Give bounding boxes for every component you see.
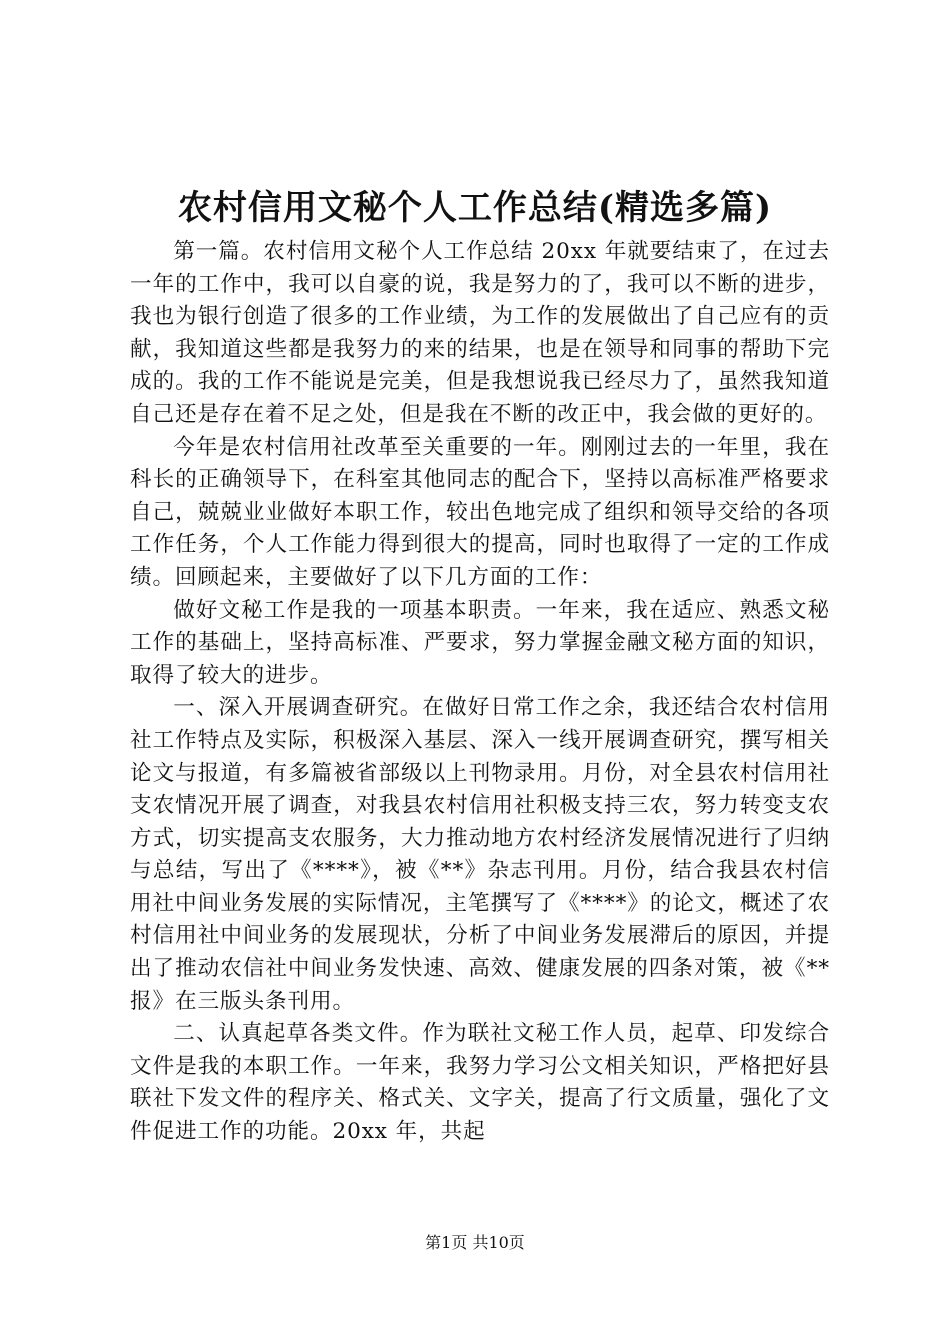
page-footer: 第1页 共10页	[425, 1233, 525, 1252]
paragraph-2: 今年是农村信用社改革至关重要的一年。刚刚过去的一年里，我在科长的正确领导下，在科室其他同志的配合下，坚持以高标准严格要求自己，兢兢业业做好本职工作，较出色地完成了组织和领导交给的各项工作任务，个人工作能力得到很大的提高，同时也取得了一定的工作成绩。回顾起来，主要做好了以下几方面的工作：	[130, 434, 830, 590]
paragraph-4: 一、深入开展调查研究。在做好日常工作之余，我还结合农村信用社工作特点及实际，积极深入基层、深入一线开展调查研究，撰写相关论文与报道，有多篇被省部级以上刊物录用。月份，对全县农村信用社支农情况开展了调查，对我县农村信用社积极支持三农，努力转变支农方式，切实提高支农服务，大力推动地方农村经济发展情况进行了归纳与总结，写出了《****》，被《**》杂志刊用。月份，结合我县农村信用社中间业务发展的实际情况，主笔撰写了《****》的论文，概述了农村信用社中间业务的发展现状，分析了中间业务发展滞后的原因，并提出了推动农信社中间业务发快速、高效、健康发展的四条对策，被《**报》在三版头条刊用。	[130, 695, 830, 1014]
document-body	[130, 236, 830, 1149]
paragraph-3: 做好文秘工作是我的一项基本职责。一年来，我在适应、熟悉文秘工作的基础上，坚持高标准、严要求，努力掌握金融文秘方面的知识，取得了较大的进步。	[130, 597, 830, 688]
paragraph-5: 二、认真起草各类文件。作为联社文秘工作人员，起草、印发综合文件是我的本职工作。一年来，我努力学习公文相关知识，严格把好县联社下发文件的程序关、格式关、文字关，提高了行文质量，强化了文件促进工作的功能。20xx 年，共起	[130, 1021, 830, 1145]
document-title: 农村信用文秘个人工作总结(精选多篇)	[177, 188, 773, 228]
paragraph-1: 第一篇。农村信用文秘个人工作总结 20xx 年就要结束了，在过去一年的工作中，我可以自豪的说，我是努力的了，我可以不断的进步，我也为银行创造了很多的工作业绩，为工作的发展做出了自己应有的贡献，我知道这些都是我努力的来的结果，也是在领导和同事的帮助下完成的。我的工作不能说是完美，但是我想说我已经尽力了，虽然我知道自己还是存在着不足之处，但是我在不断的改正中，我会做的更好的。	[130, 239, 830, 427]
